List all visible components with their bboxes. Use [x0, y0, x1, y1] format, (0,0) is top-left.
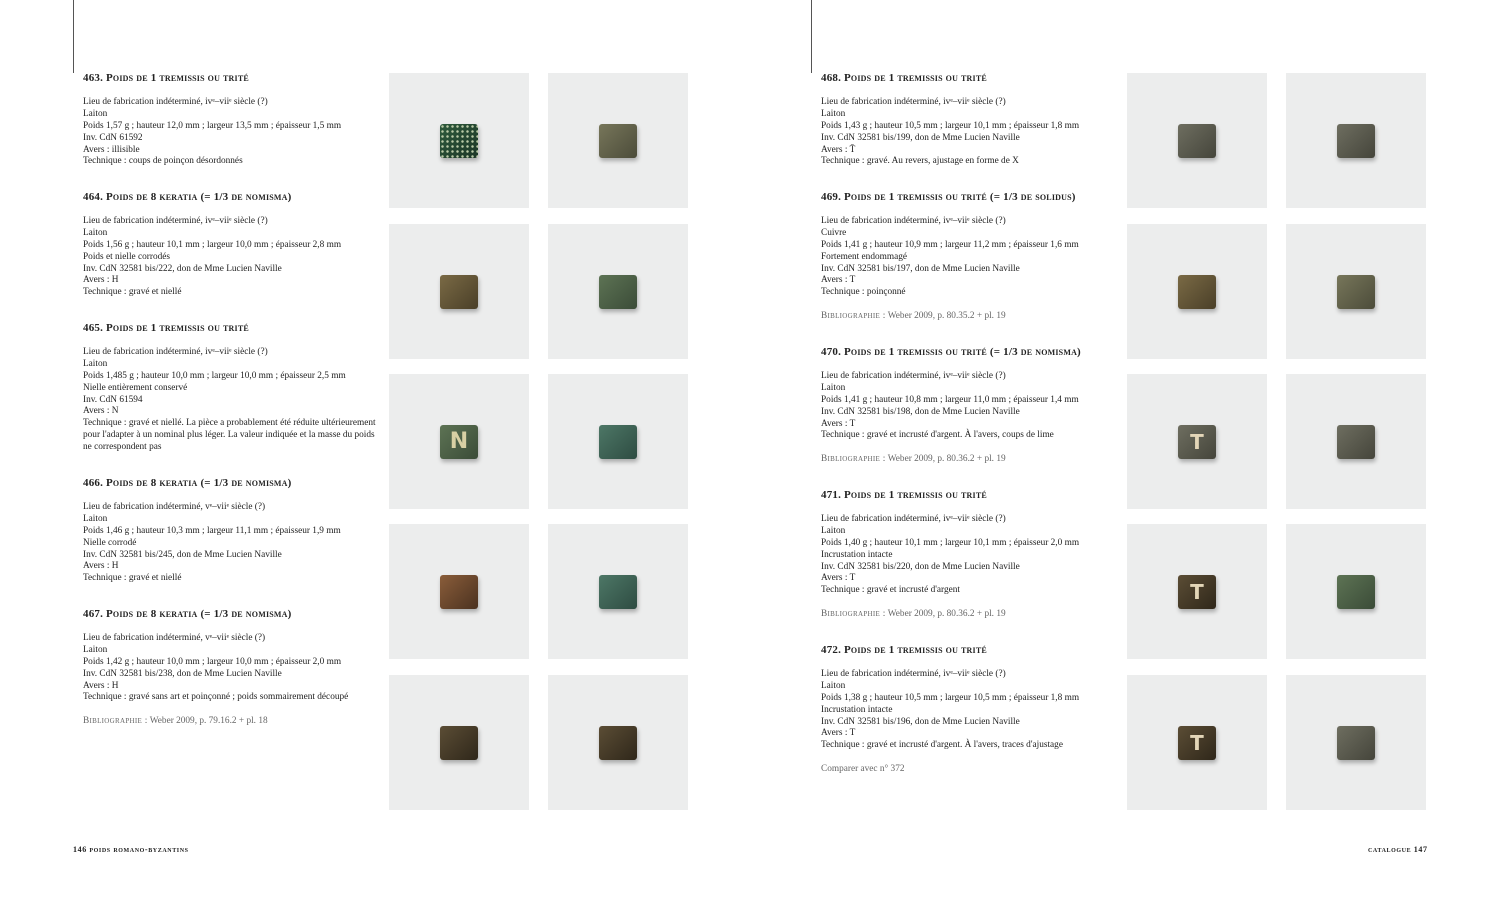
- bibliography-text: Weber 2009, p. 79.16.2 + pl. 18: [149, 716, 268, 727]
- entry-line: Technique : gravé et incrusté d'argent: [821, 585, 960, 596]
- entry-line: Inv. CdN 32581 bis/198, don de Mme Lucien Naville: [821, 406, 1020, 417]
- entry-line: Lieu de fabrication indéterminé, ivᵉ–viiᵉ siècle (?): [83, 215, 268, 226]
- catalogue-entry-465: [83, 323, 383, 454]
- margin-rule: [811, 0, 812, 73]
- photo-obverse-463: [389, 73, 529, 208]
- entry-line: Inv. CdN 32581 bis/220, don de Mme Lucien Naville: [821, 561, 1020, 572]
- bibliography-label: Bibliographie :: [83, 716, 148, 727]
- entry-line: Incrustation intacte: [821, 704, 893, 715]
- entry-title: 464. Poids de 8 keratia (= 1/3 de nomisma): [83, 191, 292, 203]
- entry-line: Lieu de fabrication indéterminé, ivᵉ–viiᵉ siècle (?): [83, 96, 268, 107]
- entry-line: Technique : gravé et incrusté d'argent. À l'avers, coups de lime: [821, 430, 1054, 441]
- entry-line: Poids 1,42 g ; hauteur 10,0 mm ; largeur 10,0 mm ; épaisseur 2,0 mm: [83, 656, 342, 667]
- entry-line: Poids 1,41 g ; hauteur 10,8 mm ; largeur 11,0 mm ; épaisseur 1,4 mm: [821, 394, 1079, 405]
- catalogue-entry-472: [821, 645, 1121, 776]
- entry-line: Avers : N: [83, 406, 119, 417]
- entry-line: Inv. CdN 32581 bis/238, don de Mme Lucien Naville: [83, 668, 282, 679]
- weight-olive-icon: [599, 124, 637, 158]
- weight-greenish-icon: [1337, 575, 1375, 609]
- photo-reverse-466: [548, 524, 688, 659]
- photo-reverse-472: [1286, 675, 1426, 810]
- weight-bronze-icon: [1178, 275, 1216, 309]
- entry-line: Avers : H: [83, 680, 119, 691]
- photo-obverse-470: [1127, 374, 1267, 509]
- entry-line: Laiton: [821, 680, 846, 691]
- photo-obverse-465: [389, 374, 529, 509]
- entry-line: Fortement endommagé: [821, 251, 907, 262]
- bibliography-label: Bibliographie :: [821, 609, 886, 620]
- entry-line: Cuivre: [821, 227, 847, 238]
- catalogue-entry-468: [821, 73, 1121, 168]
- photo-reverse-469: [1286, 224, 1426, 359]
- weight-verdigris-icon: [599, 575, 637, 609]
- weight-N-inlaid-icon: N: [440, 425, 478, 459]
- photo-reverse-465: [548, 374, 688, 509]
- catalogue-entry-464: [83, 192, 383, 299]
- weight-greenish-icon: [599, 275, 637, 309]
- margin-rule: [73, 0, 74, 73]
- catalogue-entry-469: [821, 192, 1121, 323]
- bibliography: [821, 609, 1121, 621]
- bibliography-text: Weber 2009, p. 80.36.2 + pl. 19: [887, 454, 1006, 465]
- weight-T-inlaid-icon: T: [1178, 425, 1216, 459]
- entry-line: Avers : H: [83, 275, 119, 286]
- entry-line: Technique : gravé et niellé. La pièce a probablement été réduite ultérieurement pour l'adapter à un nominal plus léger. La valeur indiquée et la masse du poids ne correspondent pas: [83, 418, 376, 453]
- entry-title: 471. Poids de 1 tremissis ou trité: [821, 489, 987, 501]
- bibliography-label: Bibliographie :: [821, 454, 886, 465]
- entry-line: Avers : illisible: [83, 144, 140, 155]
- entry-line: Laiton: [83, 108, 108, 119]
- entry-line: Inv. CdN 32581 bis/197, don de Mme Lucien Naville: [821, 263, 1020, 274]
- entry-line: Poids 1,43 g ; hauteur 10,5 mm ; largeur 10,1 mm ; épaisseur 1,8 mm: [821, 120, 1080, 131]
- photo-reverse-467: [548, 675, 688, 810]
- entry-line: Inv. CdN 61592: [83, 132, 143, 143]
- entry-line: Lieu de fabrication indéterminé, ivᵉ–viiᵉ siècle (?): [821, 370, 1006, 381]
- entry-line: Poids 1,56 g ; hauteur 10,1 mm ; largeur 10,0 mm ; épaisseur 2,8 mm: [83, 239, 342, 250]
- entry-line: Lieu de fabrication indéterminé, ivᵉ–viiᵉ siècle (?): [821, 215, 1006, 226]
- entry-line: Avers : T: [821, 573, 856, 584]
- photo-reverse-463: [548, 73, 688, 208]
- photo-reverse-468: [1286, 73, 1426, 208]
- weight-greyish-icon: [1337, 124, 1375, 158]
- entry-line: Avers : T: [821, 275, 856, 286]
- entry-line: Incrustation intacte: [821, 549, 893, 560]
- bibliography-label: Bibliographie :: [821, 311, 886, 322]
- entry-line: Nielle entièrement conservé: [83, 382, 188, 393]
- photo-reverse-470: [1286, 374, 1426, 509]
- entry-line: Poids et nielle corrodés: [83, 251, 171, 262]
- photo-obverse-467: [389, 675, 529, 810]
- entry-line: Lieu de fabrication indéterminé, vᵉ–viiᵉ siècle (?): [83, 632, 266, 643]
- weight-T-inlaid-icon: T: [1178, 575, 1216, 609]
- entry-line: Laiton: [821, 382, 846, 393]
- entry-line: Lieu de fabrication indéterminé, vᵉ–viiᵉ siècle (?): [83, 501, 266, 512]
- entry-line: Technique : coups de poinçon désordonnés: [83, 156, 243, 167]
- entry-line: Technique : gravé. Au revers, ajustage en forme de X: [821, 156, 1019, 167]
- entry-line: Poids 1,41 g ; hauteur 10,9 mm ; largeur 11,2 mm ; épaisseur 1,6 mm: [821, 239, 1079, 250]
- weight-copper-icon: [440, 575, 478, 609]
- catalogue-entry-466: [83, 478, 383, 585]
- bibliography: [821, 454, 1121, 466]
- weight-olive-icon: [1337, 275, 1375, 309]
- photo-obverse-471: [1127, 524, 1267, 659]
- entry-line: Lieu de fabrication indéterminé, ivᵉ–viiᵉ siècle (?): [821, 96, 1006, 107]
- entry-line: Laiton: [83, 513, 108, 524]
- entry-line: Inv. CdN 32581 bis/222, don de Mme Lucien Naville: [83, 263, 282, 274]
- entry-line: Nielle corrodé: [83, 537, 137, 548]
- entry-line: Inv. CdN 32581 bis/196, don de Mme Lucien Naville: [821, 716, 1020, 727]
- entry-line: Laiton: [83, 358, 108, 369]
- entry-line: Technique : gravé sans art et poinçonné ; poids sommairement découpé: [83, 692, 349, 703]
- comparison-note: Comparer avec n° 372: [821, 764, 905, 775]
- entry-line: Avers : H: [83, 561, 119, 572]
- entry-line: Laiton: [83, 227, 108, 238]
- entry-line: Poids 1,57 g ; hauteur 12,0 mm ; largeur 13,5 mm ; épaisseur 1,5 mm: [83, 120, 342, 131]
- weight-greyish-icon: [1178, 124, 1216, 158]
- photo-reverse-464: [548, 224, 688, 359]
- weight-greyish-icon: [1337, 726, 1375, 760]
- entry-title: 468. Poids de 1 tremissis ou trité: [821, 72, 987, 84]
- entry-title: 463. Poids de 1 tremissis ou trité: [83, 72, 249, 84]
- entry-line: Laiton: [821, 525, 846, 536]
- entry-title: 467. Poids de 8 keratia (= 1/3 de nomisma): [83, 608, 292, 620]
- weight-verdigris-icon: [599, 425, 637, 459]
- photo-obverse-469: [1127, 224, 1267, 359]
- entry-line: Inv. CdN 32581 bis/199, don de Mme Lucien Naville: [821, 132, 1020, 143]
- photo-obverse-472: [1127, 675, 1267, 810]
- entry-line: Avers : T: [821, 418, 856, 429]
- entry-line: Poids 1,40 g ; hauteur 10,1 mm ; largeur 10,1 mm ; épaisseur 2,0 mm: [821, 537, 1080, 548]
- weight-bronze-icon: [440, 275, 478, 309]
- entry-line: Lieu de fabrication indéterminé, ivᵉ–viiᵉ siècle (?): [821, 668, 1006, 679]
- weight-greyish-icon: [1337, 425, 1375, 459]
- entry-title: 469. Poids de 1 tremissis ou trité (= 1/3 de solidus): [821, 191, 1076, 203]
- entry-line: Laiton: [83, 644, 108, 655]
- entry-line: Poids 1,485 g ; hauteur 10,0 mm ; largeur 10,0 mm ; épaisseur 2,5 mm: [83, 370, 346, 381]
- entry-title: 466. Poids de 8 keratia (= 1/3 de nomisma): [83, 477, 292, 489]
- entry-line: Technique : gravé et incrusté d'argent. À l'avers, traces d'ajustage: [821, 740, 1063, 751]
- catalogue-entry-471: [821, 490, 1121, 621]
- entry-line: Poids 1,46 g ; hauteur 10,3 mm ; largeur 11,1 mm ; épaisseur 1,9 mm: [83, 525, 341, 536]
- photo-obverse-464: [389, 224, 529, 359]
- weight-dotted-green-icon: [440, 124, 478, 158]
- entry-line: Inv. CdN 32581 bis/245, don de Mme Lucien Naville: [83, 549, 282, 560]
- entry-line: Avers : T: [821, 728, 856, 739]
- weight-dark-bronze-icon: [440, 726, 478, 760]
- entry-line: Inv. CdN 61594: [83, 394, 143, 405]
- catalogue-entry-470: [821, 347, 1121, 466]
- entry-line: Technique : gravé et niellé: [83, 573, 182, 584]
- entry-title: 465. Poids de 1 tremissis ou trité: [83, 322, 249, 334]
- entry-line: Lieu de fabrication indéterminé, ivᵉ–viiᵉ siècle (?): [821, 513, 1006, 524]
- photo-obverse-468: [1127, 73, 1267, 208]
- bibliography: [821, 311, 1121, 323]
- entry-line: Technique : poinçonné: [821, 287, 906, 298]
- entry-line: Poids 1,38 g ; hauteur 10,5 mm ; largeur 10,5 mm ; épaisseur 1,8 mm: [821, 692, 1080, 703]
- entry-line: Technique : gravé et niellé: [83, 287, 182, 298]
- entry-title: 472. Poids de 1 tremissis ou trité: [821, 644, 987, 656]
- folio-left: 146 poids romano-byzantins: [73, 845, 189, 854]
- entry-line: Lieu de fabrication indéterminé, ivᵉ–viiᵉ siècle (?): [83, 346, 268, 357]
- bibliography-text: Weber 2009, p. 80.36.2 + pl. 19: [887, 609, 1006, 620]
- bibliography-text: Weber 2009, p. 80.35.2 + pl. 19: [887, 311, 1006, 322]
- folio-right: catalogue 147: [1368, 845, 1428, 854]
- weight-dark-bronze-icon: [599, 726, 637, 760]
- entry-line: Avers : T̄: [821, 144, 856, 155]
- photo-reverse-471: [1286, 524, 1426, 659]
- right-page: [750, 0, 1500, 901]
- entry-line: Laiton: [821, 108, 846, 119]
- catalogue-entry-463: [83, 73, 383, 168]
- catalogue-entry-467: [83, 609, 383, 728]
- entry-title: 470. Poids de 1 tremissis ou trité (= 1/3 de nomisma): [821, 346, 1081, 358]
- photo-obverse-466: [389, 524, 529, 659]
- bibliography: [83, 716, 383, 728]
- weight-T-inlaid-icon: T: [1178, 726, 1216, 760]
